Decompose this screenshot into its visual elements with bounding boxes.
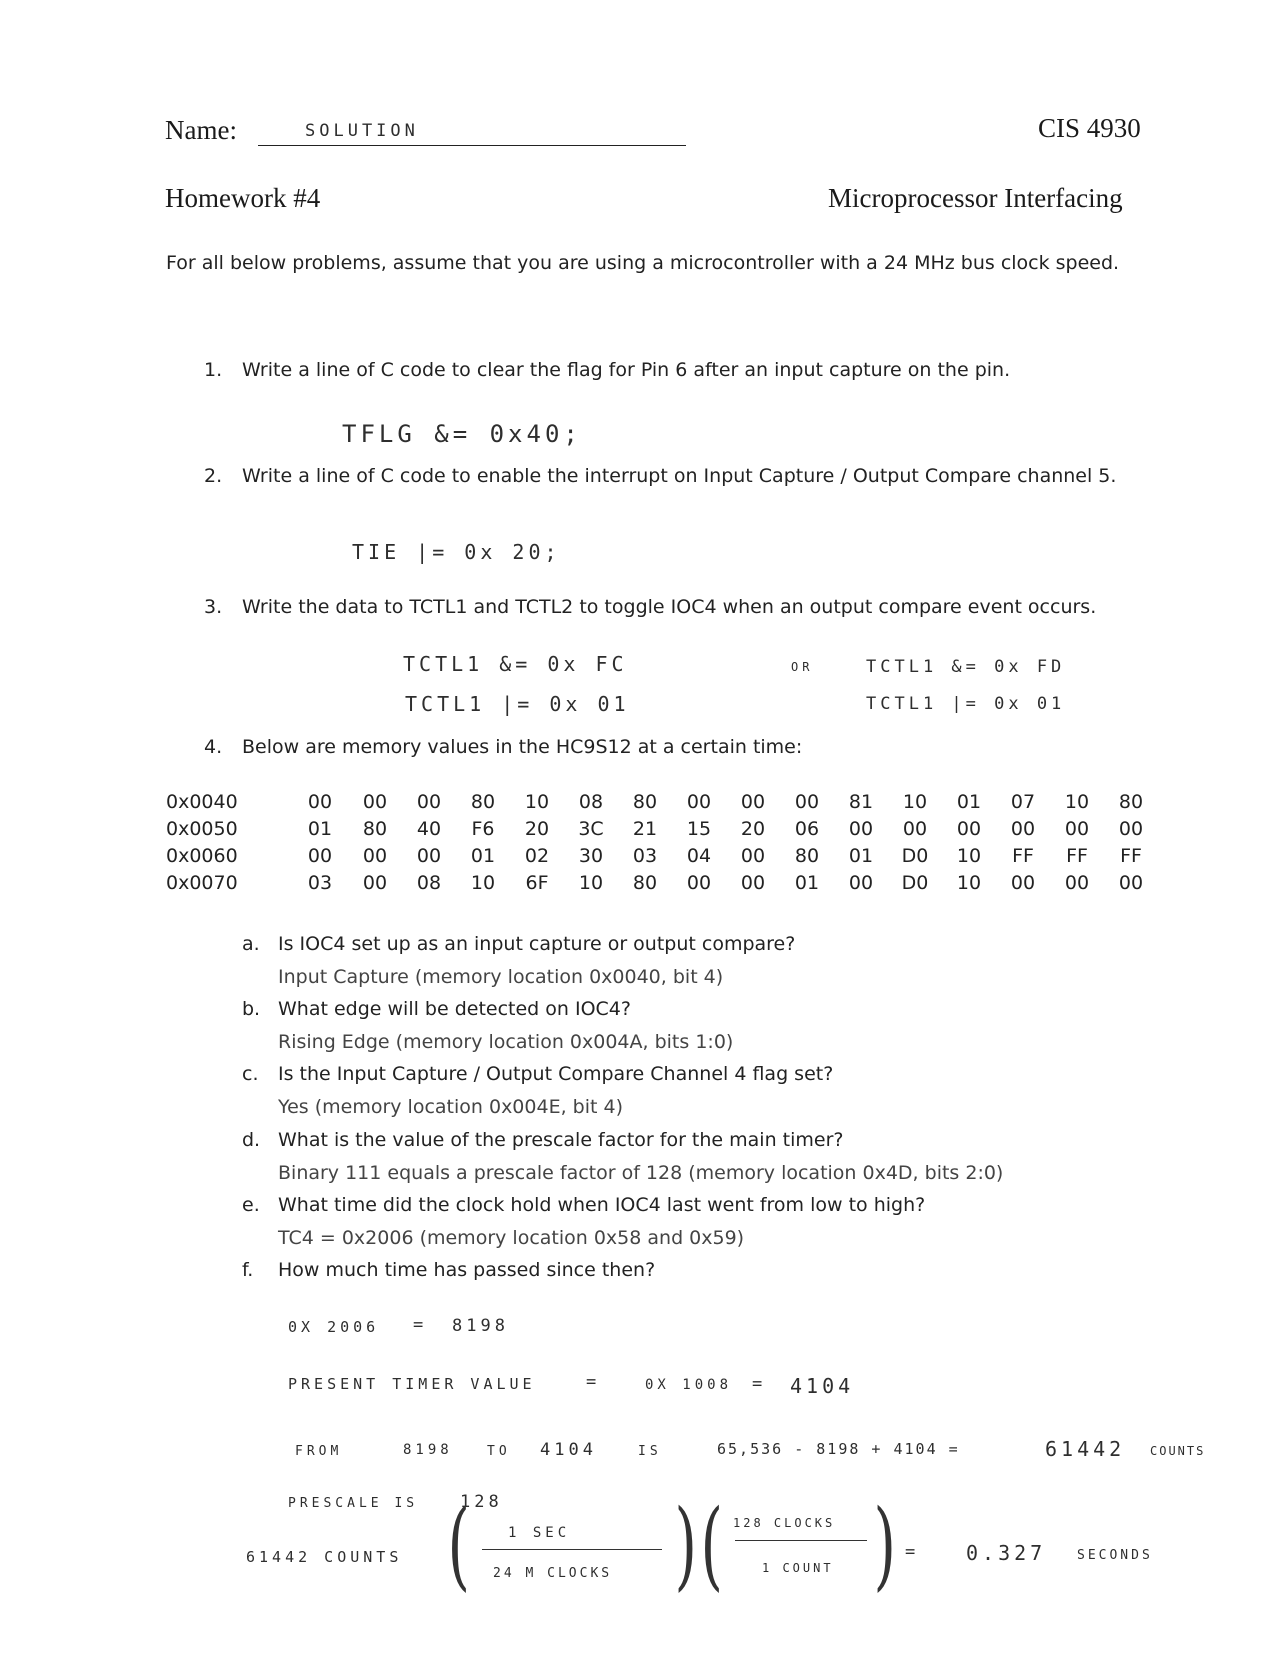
memory-cell: 80 <box>1118 791 1144 813</box>
work-to-value: 4104 <box>540 1440 597 1460</box>
left-parenthesis-2: ( <box>700 1489 723 1601</box>
subquestion-a-answer: Input Capture (memory location 0x0040, bit 4) <box>278 966 724 988</box>
name-label: Name: <box>165 115 237 145</box>
memory-address: 0x0050 <box>166 818 238 840</box>
work-from-value: 8198 <box>403 1442 453 1458</box>
subquestion-c-text: Is the Input Capture / Output Compare Channel 4 flag set? <box>278 1063 834 1085</box>
memory-cell: 08 <box>578 791 604 813</box>
memory-cell: 00 <box>416 845 442 867</box>
memory-cell: 01 <box>848 845 874 867</box>
subquestion-d-letter: d. <box>242 1129 261 1151</box>
memory-cell: 10 <box>524 791 550 813</box>
work-equals: = <box>586 1372 601 1392</box>
memory-cell: 01 <box>307 818 333 840</box>
problem-2-answer: TIE |= 0x 20; <box>352 540 561 564</box>
problem-4-text: Below are memory values in the HC9S12 at a certain time: <box>242 736 803 758</box>
subquestion-c-answer: Yes (memory location 0x004E, bit 4) <box>278 1096 623 1118</box>
work-count-result: 61442 <box>1045 1437 1126 1461</box>
subquestion-f-text: How much time has passed since then? <box>278 1259 656 1281</box>
subquestion-b-answer: Rising Edge (memory location 0x004A, bits 1:0) <box>278 1031 734 1053</box>
memory-cell: 00 <box>1064 872 1090 894</box>
memory-cell: D0 <box>901 845 929 867</box>
problem-3-text: Write the data to TCTL1 and TCTL2 to toggle IOC4 when an output compare event occurs. <box>242 596 1097 618</box>
memory-cell: 02 <box>524 845 550 867</box>
memory-cell: 00 <box>848 872 874 894</box>
memory-cell: 03 <box>307 872 333 894</box>
name-value: SOLUTION <box>305 121 419 141</box>
work-final-result: 0.327 <box>966 1541 1047 1565</box>
work-hex-value: 0X 2006 <box>288 1318 380 1336</box>
fraction-2-denominator: 1 COUNT <box>762 1561 834 1575</box>
memory-cell: 01 <box>956 791 982 813</box>
problem-3-or-label: OR <box>791 660 814 674</box>
course-title: Microprocessor Interfacing <box>828 183 1123 213</box>
work-to-label: TO <box>487 1444 511 1459</box>
memory-cell: 08 <box>416 872 442 894</box>
problem-2-text: Write a line of C code to enable the interrupt on Input Capture / Output Compare channel 5. <box>242 465 1117 487</box>
fraction-2-numerator: 128 CLOCKS <box>733 1516 836 1530</box>
work-counts-label: 61442 COUNTS <box>246 1548 403 1566</box>
memory-cell: 00 <box>686 791 712 813</box>
memory-cell: F6 <box>471 818 495 840</box>
memory-cell: 40 <box>416 818 442 840</box>
work-final-equals: = <box>905 1542 920 1562</box>
work-final-units: SECONDS <box>1077 1548 1153 1563</box>
memory-cell: 00 <box>1064 818 1090 840</box>
memory-cell: 10 <box>956 845 982 867</box>
problem-1-text: Write a line of C code to clear the flag for Pin 6 after an input capture on the pin. <box>242 359 1011 381</box>
work-present-hex: 0X 1008 <box>645 1377 733 1393</box>
problem-1-number: 1. <box>204 359 223 381</box>
memory-address: 0x0040 <box>166 791 238 813</box>
problem-1-answer: TFLG &= 0x40; <box>342 420 582 448</box>
problem-4-number: 4. <box>204 736 223 758</box>
memory-cell: 80 <box>632 791 658 813</box>
memory-cell: 06 <box>794 818 820 840</box>
memory-address: 0x0060 <box>166 845 238 867</box>
memory-cell: 80 <box>632 872 658 894</box>
memory-cell: 10 <box>470 872 496 894</box>
memory-cell: D0 <box>901 872 929 894</box>
homework-title: Homework #4 <box>165 183 321 213</box>
memory-cell: 01 <box>794 872 820 894</box>
memory-cell: 80 <box>362 818 388 840</box>
memory-cell: 00 <box>794 791 820 813</box>
problem-3-answer-line-2: TCTL1 |= 0x 01 <box>405 692 630 716</box>
work-present-decimal: 4104 <box>790 1374 855 1398</box>
memory-cell: 10 <box>902 791 928 813</box>
memory-cell: 00 <box>362 872 388 894</box>
subquestion-b-text: What edge will be detected on IOC4? <box>278 998 631 1020</box>
work-prescale-value: 128 <box>460 1492 503 1512</box>
work-decimal-value: 8198 <box>452 1316 509 1336</box>
memory-cell: 00 <box>307 845 333 867</box>
memory-cell: 81 <box>848 791 874 813</box>
memory-cell: 15 <box>686 818 712 840</box>
name-underline <box>258 145 686 146</box>
memory-cell: 00 <box>686 872 712 894</box>
memory-cell: 00 <box>1010 872 1036 894</box>
memory-cell: 04 <box>686 845 712 867</box>
memory-cell: 10 <box>578 872 604 894</box>
subquestion-d-text: What is the value of the prescale factor for the main timer? <box>278 1129 844 1151</box>
right-parenthesis-1: ) <box>674 1489 697 1601</box>
subquestion-e-text: What time did the clock hold when IOC4 last went from low to high? <box>278 1194 926 1216</box>
subquestion-d-answer: Binary 111 equals a prescale factor of 128 (memory location 0x4D, bits 2:0) <box>278 1162 1004 1184</box>
right-parenthesis-2: ) <box>873 1489 896 1601</box>
memory-cell: 80 <box>794 845 820 867</box>
memory-address: 0x0070 <box>166 872 238 894</box>
subquestion-c-letter: c. <box>242 1063 259 1085</box>
memory-cell: 00 <box>362 845 388 867</box>
memory-cell: 00 <box>362 791 388 813</box>
subquestion-a-text: Is IOC4 set up as an input capture or output compare? <box>278 933 796 955</box>
left-parenthesis-1: ( <box>447 1489 470 1601</box>
problem-3-alt-line-1: TCTL1 &= 0x FD <box>866 657 1066 677</box>
problem-3-answer-line-1: TCTL1 &= 0x FC <box>403 652 628 676</box>
memory-cell: FF <box>1120 845 1142 867</box>
memory-cell: 3C <box>578 818 604 840</box>
memory-cell: 00 <box>956 818 982 840</box>
work-count-calculation: 65,536 - 8198 + 4104 = <box>717 1440 960 1458</box>
subquestion-b-letter: b. <box>242 998 261 1020</box>
subquestion-e-letter: e. <box>242 1194 260 1216</box>
memory-cell: 03 <box>632 845 658 867</box>
memory-cell: 00 <box>307 791 333 813</box>
memory-cell: 00 <box>740 872 766 894</box>
intro-text: For all below problems, assume that you are using a microcontroller with a 24 MHz bus clock speed. <box>166 252 1120 274</box>
memory-cell: 80 <box>470 791 496 813</box>
work-count-units: COUNTS <box>1150 1444 1206 1458</box>
work-equals: = <box>413 1315 428 1335</box>
work-is-label: IS <box>638 1444 662 1459</box>
memory-cell: 20 <box>740 818 766 840</box>
memory-cell: 10 <box>956 872 982 894</box>
fraction-1-line <box>482 1549 662 1550</box>
subquestion-a-letter: a. <box>242 933 260 955</box>
memory-cell: 6F <box>525 872 549 894</box>
memory-cell: 00 <box>848 818 874 840</box>
problem-3-number: 3. <box>204 596 223 618</box>
memory-cell: FF <box>1066 845 1088 867</box>
memory-cell: 00 <box>740 845 766 867</box>
memory-cell: FF <box>1012 845 1034 867</box>
memory-cell: 07 <box>1010 791 1036 813</box>
memory-cell: 20 <box>524 818 550 840</box>
work-equals: = <box>752 1374 767 1394</box>
memory-cell: 00 <box>1118 872 1144 894</box>
memory-cell: 00 <box>1010 818 1036 840</box>
work-prescale-label: PRESCALE IS <box>288 1496 419 1511</box>
memory-cell: 00 <box>1118 818 1144 840</box>
course-number: CIS 4930 <box>1038 113 1141 143</box>
fraction-1-numerator: 1 SEC <box>508 1525 571 1541</box>
memory-cell: 30 <box>578 845 604 867</box>
subquestion-f-letter: f. <box>242 1259 254 1281</box>
memory-cell: 01 <box>470 845 496 867</box>
fraction-1-denominator: 24 M CLOCKS <box>493 1566 613 1581</box>
work-from-label: FROM <box>295 1444 343 1459</box>
subquestion-e-answer: TC4 = 0x2006 (memory location 0x58 and 0x59) <box>278 1227 745 1249</box>
memory-cell: 00 <box>902 818 928 840</box>
problem-2-number: 2. <box>204 465 223 487</box>
memory-cell: 10 <box>1064 791 1090 813</box>
memory-cell: 00 <box>416 791 442 813</box>
memory-cell: 00 <box>740 791 766 813</box>
problem-3-alt-line-2: TCTL1 |= 0x 01 <box>866 694 1066 714</box>
memory-cell: 21 <box>632 818 658 840</box>
work-present-timer-label: PRESENT TIMER VALUE <box>288 1375 536 1393</box>
fraction-2-line <box>735 1540 867 1541</box>
